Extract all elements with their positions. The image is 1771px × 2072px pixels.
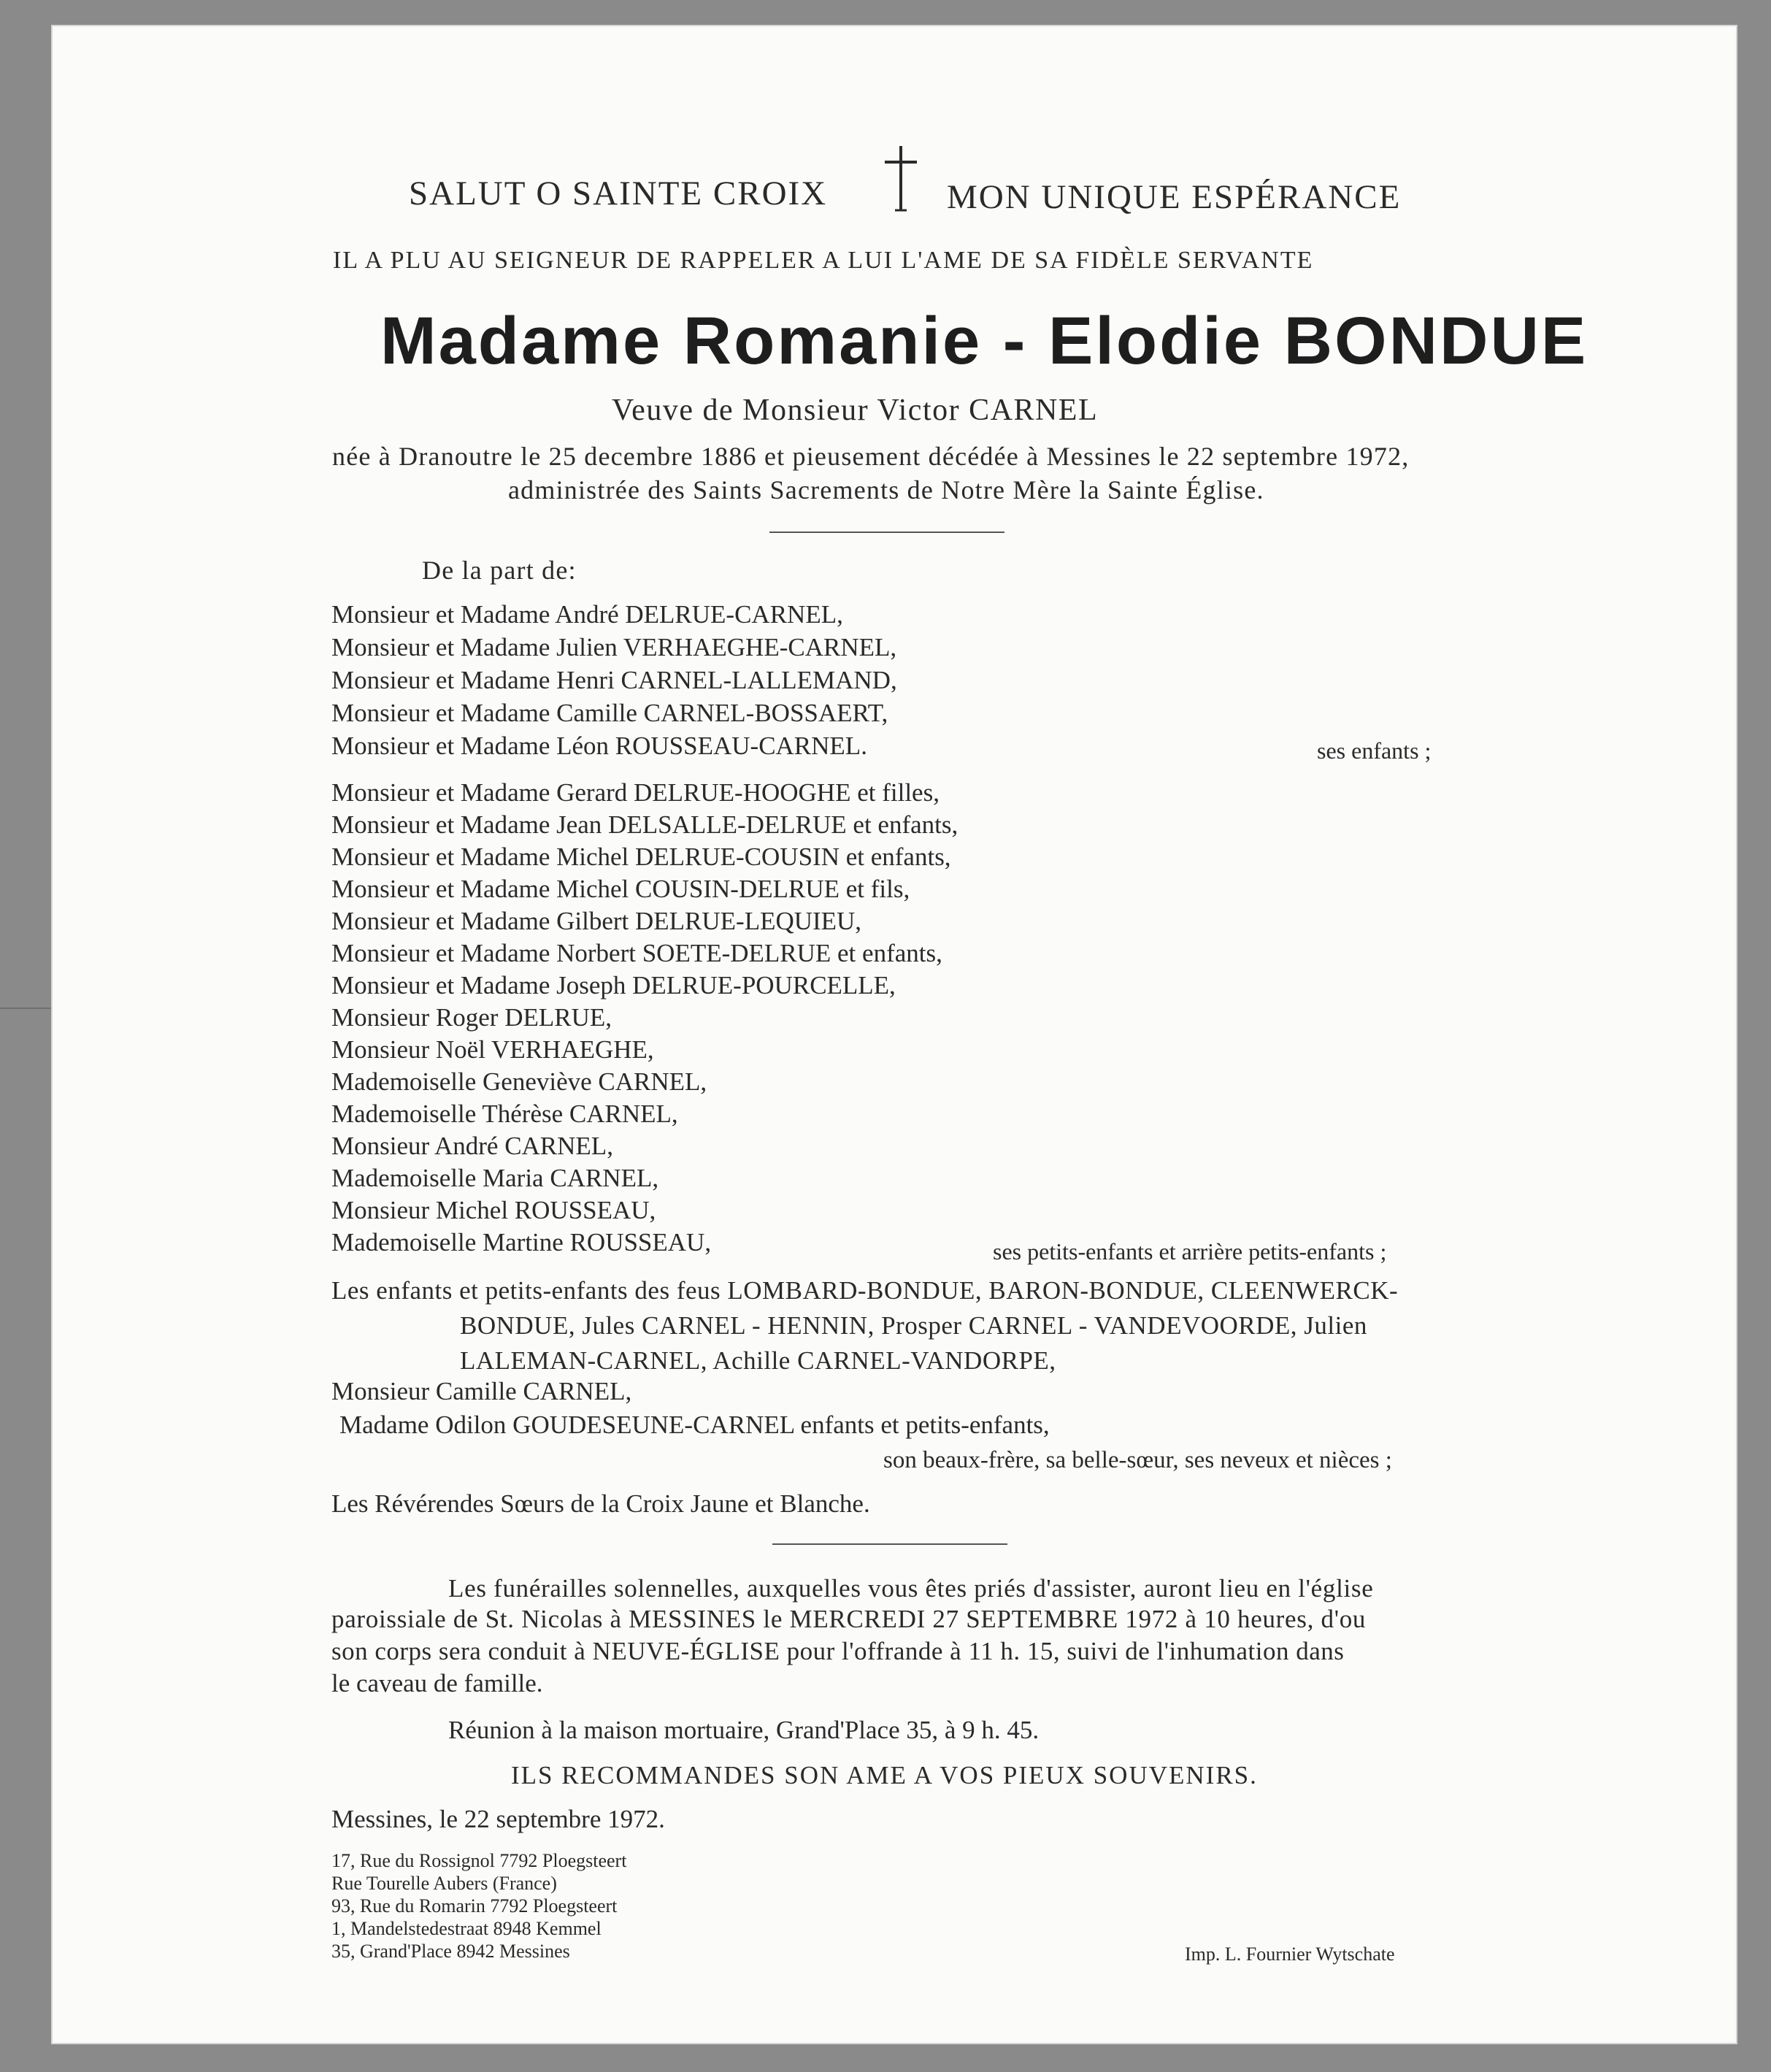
deceased-name: Madame Romanie - Elodie BONDUE bbox=[380, 304, 1588, 378]
widow-of: Veuve de Monsieur Victor CARNEL bbox=[612, 394, 1099, 427]
relatives-line: BONDUE, Jules CARNEL - HENNIN, Prosper CARNEL - VANDEVOORDE, Julien bbox=[460, 1311, 1367, 1340]
recommend-line: ILS RECOMMANDES SON AME A VOS PIEUX SOUVENIRS. bbox=[511, 1761, 1258, 1789]
address-item: 17, Rue du Rossignol 7792 Ploegsteert bbox=[331, 1850, 627, 1871]
list-item: Monsieur et Madame Gerard DELRUE-HOOGHE et filles, bbox=[331, 778, 940, 807]
grandchildren-label: ses petits-enfants et arrière petits-enfants ; bbox=[993, 1238, 1387, 1265]
reunion-line: Réunion à la maison mortuaire, Grand'Place 35, à 9 h. 45. bbox=[448, 1716, 1040, 1744]
cross-icon bbox=[879, 143, 923, 213]
sisters-line: Les Révérendes Sœurs de la Croix Jaune et Blanche. bbox=[331, 1489, 870, 1518]
list-item: Monsieur André CARNEL, bbox=[331, 1132, 613, 1160]
list-item: Mademoiselle Martine ROUSSEAU, bbox=[331, 1228, 712, 1256]
address-item: Rue Tourelle Aubers (France) bbox=[331, 1873, 557, 1894]
funeral-line: Les funérailles solennelles, auxquelles vous êtes priés d'assister, auront lieu en l'église bbox=[448, 1574, 1374, 1603]
place-date: Messines, le 22 septembre 1972. bbox=[331, 1805, 665, 1833]
funeral-line: paroissiale de St. Nicolas à MESSINES le MERCREDI 27 SEPTEMBRE 1972 à 10 heures, d'ou bbox=[331, 1605, 1367, 1633]
list-item: Mademoiselle Maria CARNEL, bbox=[331, 1164, 659, 1192]
funeral-line: son corps sera conduit à NEUVE-ÉGLISE pour l'offrande à 11 h. 15, suivi de l'inhumation dans bbox=[331, 1637, 1345, 1665]
relatives-line: Monsieur Camille CARNEL, bbox=[331, 1377, 632, 1405]
list-item: Monsieur et Madame Henri CARNEL-LALLEMAND, bbox=[331, 666, 897, 694]
children-label: ses enfants ; bbox=[1317, 737, 1432, 764]
list-item: Monsieur Michel ROUSSEAU, bbox=[331, 1196, 656, 1224]
list-item: Monsieur Noël VERHAEGHE, bbox=[331, 1035, 654, 1064]
list-item: Monsieur et Madame Michel COUSIN-DELRUE et fils, bbox=[331, 875, 910, 903]
list-item: Monsieur et Madame Gilbert DELRUE-LEQUIEU, bbox=[331, 907, 862, 935]
birth-death: née à Dranoutre le 25 decembre 1886 et pieusement décédée à Messines le 22 septembre 1972, bbox=[332, 442, 1410, 471]
list-item: Monsieur et Madame Léon ROUSSEAU-CARNEL. bbox=[331, 732, 867, 760]
family-intro: De la part de: bbox=[422, 556, 577, 585]
list-item: Monsieur et Madame Joseph DELRUE-POURCELLE, bbox=[331, 971, 896, 999]
salut-right: MON UNIQUE ESPÉRANCE bbox=[947, 178, 1402, 216]
list-item: Monsieur et Madame Norbert SOETE-DELRUE et enfants, bbox=[331, 939, 942, 967]
list-item: Mademoiselle Geneviève CARNEL, bbox=[331, 1067, 707, 1096]
funeral-line: le caveau de famille. bbox=[331, 1669, 543, 1697]
relatives-label: son beaux-frère, sa belle-sœur, ses neveux et nièces ; bbox=[883, 1447, 1392, 1473]
address-item: 35, Grand'Place 8942 Messines bbox=[331, 1941, 570, 1962]
list-item: Monsieur et Madame Jean DELSALLE-DELRUE et enfants, bbox=[331, 810, 959, 839]
list-item: Monsieur et Madame Julien VERHAEGHE-CARNEL, bbox=[331, 633, 897, 661]
list-item: Monsieur et Madame André DELRUE-CARNEL, bbox=[331, 600, 843, 629]
sacraments: administrée des Saints Sacrements de Notre Mère la Sainte Église. bbox=[508, 475, 1264, 504]
relatives-line: LALEMAN-CARNEL, Achille CARNEL-VANDORPE, bbox=[460, 1346, 1056, 1375]
salut-left: SALUT O SAINTE CROIX bbox=[409, 174, 828, 212]
list-item: Monsieur et Madame Camille CARNEL-BOSSAERT, bbox=[331, 699, 888, 727]
relatives-line: Les enfants et petits-enfants des feus LOMBARD-BONDUE, BARON-BONDUE, CLEENWERCK- bbox=[331, 1276, 1399, 1305]
relatives-line: Madame Odilon GOUDESEUNE-CARNEL enfants et petits-enfants, bbox=[339, 1411, 1050, 1439]
address-item: 1, Mandelstedestraat 8948 Kemmel bbox=[331, 1918, 602, 1939]
intro-line: IL A PLU AU SEIGNEUR DE RAPPELER A LUI L'AME DE SA FIDÈLE SERVANTE bbox=[333, 247, 1314, 274]
fold-crease bbox=[0, 1008, 51, 1009]
divider bbox=[772, 1543, 1007, 1545]
divider bbox=[769, 532, 1004, 533]
list-item: Monsieur et Madame Michel DELRUE-COUSIN et enfants, bbox=[331, 843, 951, 871]
list-item: Mademoiselle Thérèse CARNEL, bbox=[331, 1100, 678, 1128]
address-item: 93, Rue du Romarin 7792 Ploegsteert bbox=[331, 1895, 618, 1916]
list-item: Monsieur Roger DELRUE, bbox=[331, 1003, 612, 1032]
printer-credit: Imp. L. Fournier Wytschate bbox=[1185, 1944, 1395, 1965]
